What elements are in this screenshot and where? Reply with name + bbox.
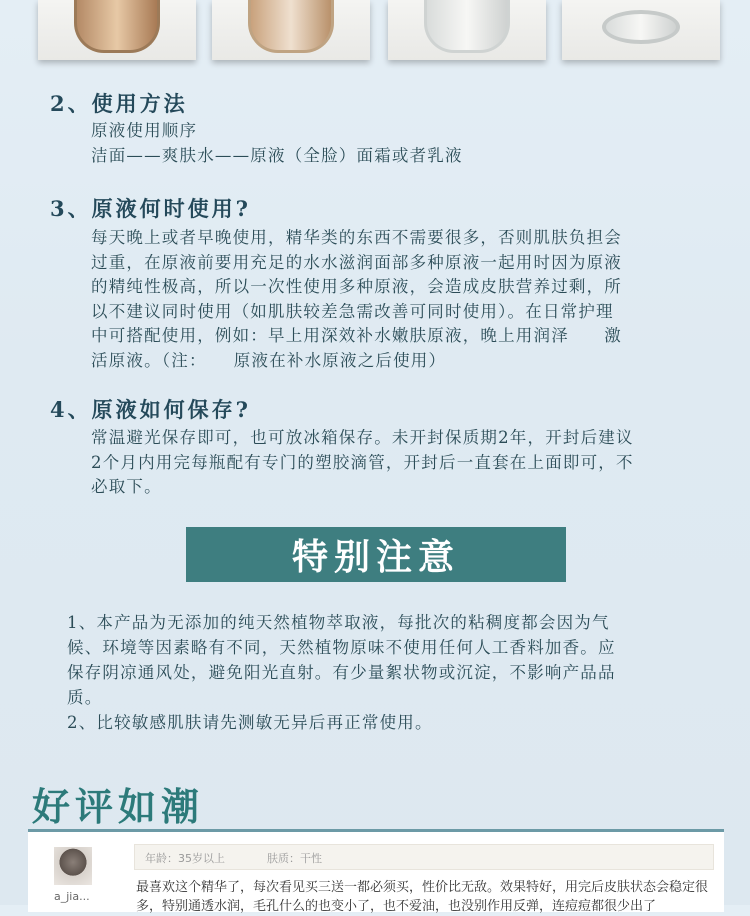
section-title-usage: 2、使用方法 [50,91,188,116]
bottle-photo [38,0,196,60]
section-title-when: 3、原液何时使用? [50,196,251,221]
when-text: 每天晚上或者早晚使用，精华类的东西不需要很多，否则肌肤负担会 过重，在原液前要用充足的水水滋润面部多种原液一起用时因为原液 的精纯性极高，所以一次性使用多种原液，会造成皮肤营养过剩，所 以不建议同时使用（如肌肤较差急需改善可同时使用）。在日常护理 中可搭配使用，例如：早上用深效补水嫩肤原液，晚上用润泽 激 活原液。（注： 原液在补水原液之后使用） [91,228,622,370]
review-text: 最喜欢这个精华了，每次看见买三送一都必须买，性价比无敌。效果特好，用完后皮肤状态会稳定很 多，特别通透水润，毛孔什么的也变小了，也不爱油，也没别作用反弹，连痘痘都很少出了 [136,880,709,914]
special-notice-banner: 特别注意 [186,527,566,582]
notice-text: 1、本产品为无添加的纯天然植物萃取液，每批次的粘稠度都会因为气 候、环境等因素略有不同，天然植物原味不使用任何人工香料加香。应 保存阴凉通风处，避免阳光直射。有少量絮状物或沉淀，不影响产品品 质。 2、比较敏感肌肤请先测敏无异后再正常使用。 [67,613,616,732]
bottle-photo [562,0,720,60]
storage-text: 常温避光保存即可，也可放冰箱保存。未开封保质期2年，开封后建议 2个月内用完每瓶配有专门的塑胶滴管，开封后一直套在上面即可，不 必取下。 [91,428,634,496]
bottle-photo [388,0,546,60]
review-meta [134,844,714,870]
reviews-heading: 好评如潮 [32,784,205,829]
reviewer-name: a_jia... [54,890,90,903]
section-title-storage: 4、原液如何保存? [50,397,251,422]
reviewer-age: 年龄：35岁以上 [145,852,225,865]
bottle-photo [212,0,370,60]
avatar [54,847,92,885]
product-photo-strip [0,0,750,64]
usage-text: 原液使用顺序 洁面——爽肤水——原液（全脸）面霜或者乳液 [91,121,463,165]
review-card [28,832,724,912]
reviewer-skin-type: 肤质：干性 [267,852,322,865]
